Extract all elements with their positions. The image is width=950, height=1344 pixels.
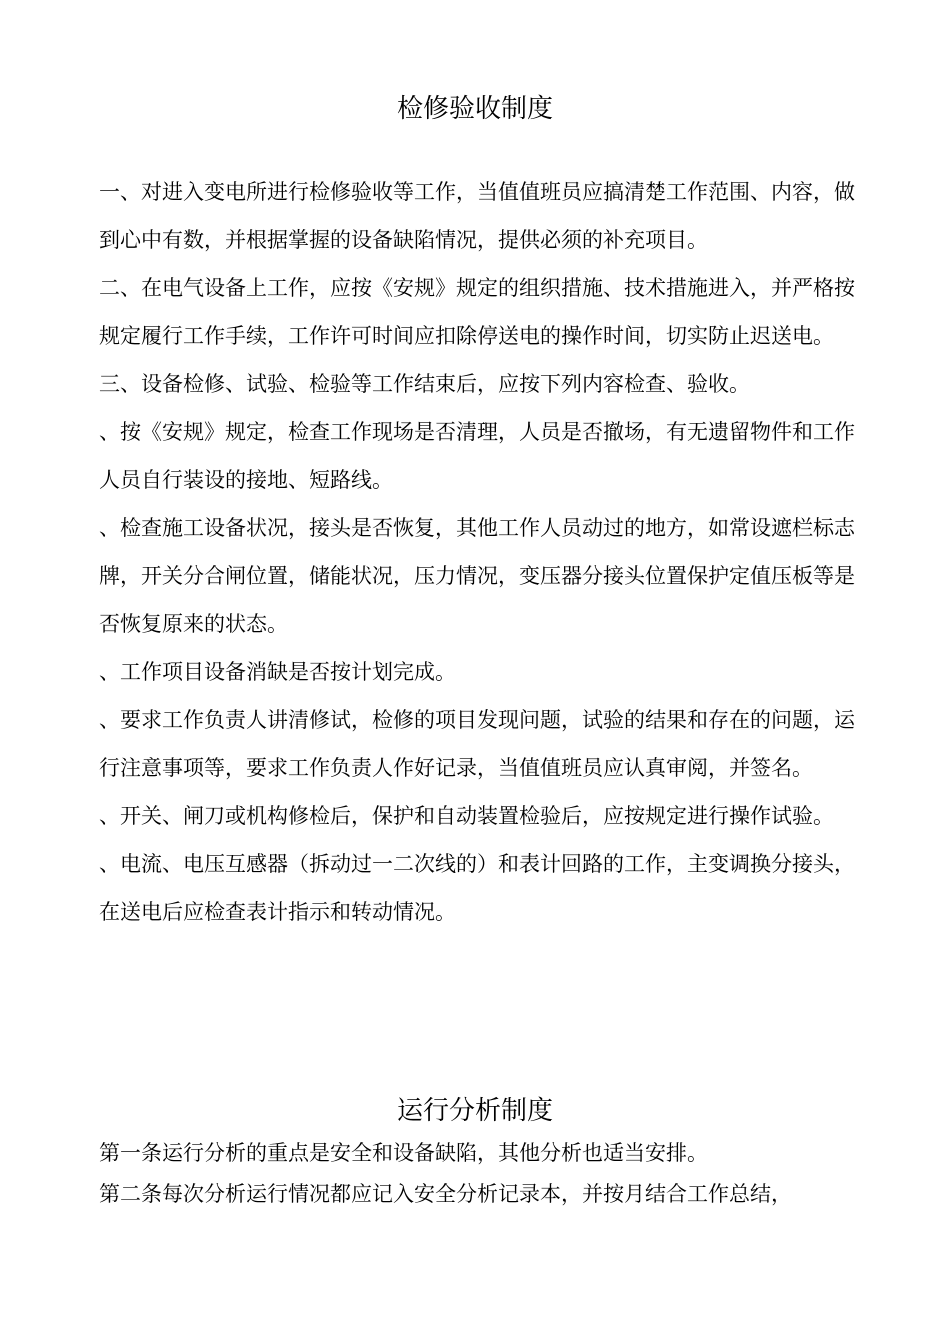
list-item: 、工作项目设备消缺是否按计划完成。 — [99, 660, 456, 684]
section-operation-analysis — [99, 1133, 855, 1215]
section-maintenance-acceptance — [99, 168, 855, 936]
section-title: 运行分析制度 — [396, 1096, 553, 1126]
document-title: 检修验收制度 — [396, 94, 553, 124]
paragraph: 第一条运行分析的重点是安全和设备缺陷，其他分析也适当安排。 — [99, 1141, 708, 1165]
list-item: 、按《安规》规定，检查工作现场是否清理，人员是否撤场，有无遗留物件和工作人员自行装设的接地、短路线。 — [99, 420, 855, 492]
paragraph: 一、对进入变电所进行检修验收等工作，当值值班员应搞清楚工作范围、内容，做到心中有数，并根据掌握的设备缺陷情况，提供必须的补充项目。 — [99, 180, 855, 252]
list-item: 、电流、电压互感器（拆动过一二次线的）和表计回路的工作，主变调换分接头，在送电后应检查表计指示和转动情况。 — [99, 852, 855, 924]
list-item: 、开关、闸刀或机构修检后，保护和自动装置检验后，应按规定进行操作试验。 — [99, 804, 834, 828]
paragraph: 二、在电气设备上工作，应按《安规》规定的组织措施、技术措施进入，并严格按规定履行工作手续，工作许可时间应扣除停送电的操作时间，切实防止迟送电。 — [99, 276, 855, 348]
paragraph: 三、设备检修、试验、检验等工作结束后，应按下列内容检查、验收。 — [99, 372, 750, 396]
list-item: 、检查施工设备状况，接头是否恢复，其他工作人员动过的地方，如常设遮栏标志牌，开关分合闸位置，储能状况，压力情况，变压器分接头位置保护定值压板等是否恢复原来的状态。 — [99, 516, 855, 636]
paragraph: 第二条每次分析运行情况都应记入安全分析记录本，并按月结合工作总结， — [99, 1182, 792, 1206]
list-item: 、要求工作负责人讲清修试，检修的项目发现问题，试验的结果和存在的问题，运行注意事项等，要求工作负责人作好记录，当值值班员应认真审阅，并签名。 — [99, 708, 855, 780]
